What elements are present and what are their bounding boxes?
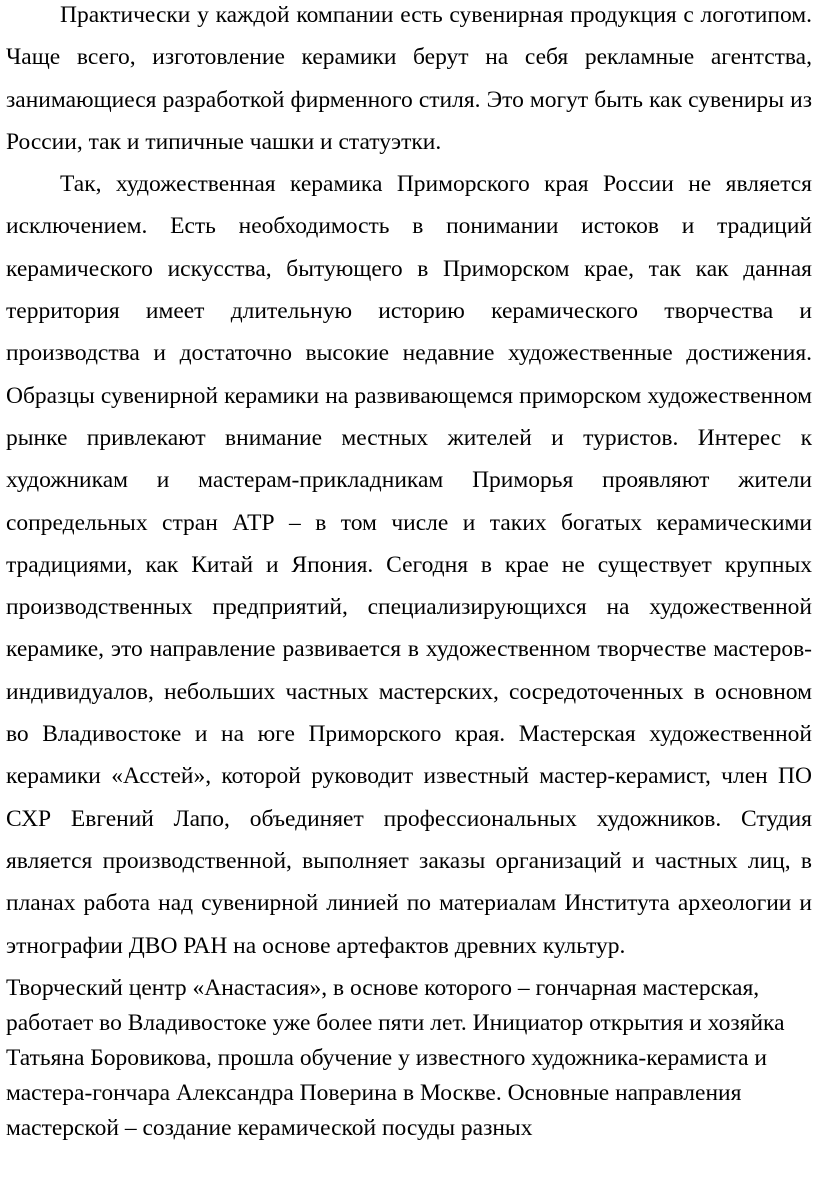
paragraph-primorye-ceramics: Так, художественная керамика Приморского края России не является исключением. Есть необходимость в понимании истоков и традиций керамического искусства, бытующего в Приморском крае, так как данная территория имеет длительную историю керамического творчества и производства и достаточно высокие недавние художественные достижения. Образцы сувенирной керамики на развивающемся приморском художественном рынке привлекают внимание местных жителей и туристов. Интерес к художникам и мастерам-прикладникам Приморья проявляют жители сопредельных стран АТР – в том числе и таких богатых керамическими традициями, как Китай и Япония. Сегодня в крае не существует крупных производственных предприятий, специализирующихся на художественной керамике, это направление развивается в художественном творчестве мастеров-индивидуалов, небольших частных мастерских, сосредоточенных в основном во Владивостоке и на юге Приморского края. Мастерская художественной керамики «Асстей», которой руководит известный мастер-керамист, член ПО СХР Евгений Лапо, объединяет профессиональных художников. Студия является производственной, выполняет заказы организаций и частных лиц, в планах работа над сувенирной линией по материалам Института археологии и этнографии ДВО РАН на основе артефактов древних культур. bbox=[6, 171, 812, 959]
paragraph-souvenir-products: Практически у каждой компании есть сувенирная продукция с логотипом. Чаще всего, изготовление керамики берут на себя рекламные агентства, занимающиеся разработкой фирменного стиля. Это могут быть как сувениры из России, так и типичные чашки и статуэтки. bbox=[6, 2, 812, 155]
paragraph-anastasia-center: Творческий центр «Анастасия», в основе которого – гончарная мастерская, работает во Владивостоке уже более пяти лет. Инициатор открытия и хозяйка Татьяна Боровикова, прошла обучение у известного художника-керамиста и мастера-гончара Александра Поверина в Москве. Основные направления мастерской – создание керамической посуды разных bbox=[6, 974, 785, 1141]
